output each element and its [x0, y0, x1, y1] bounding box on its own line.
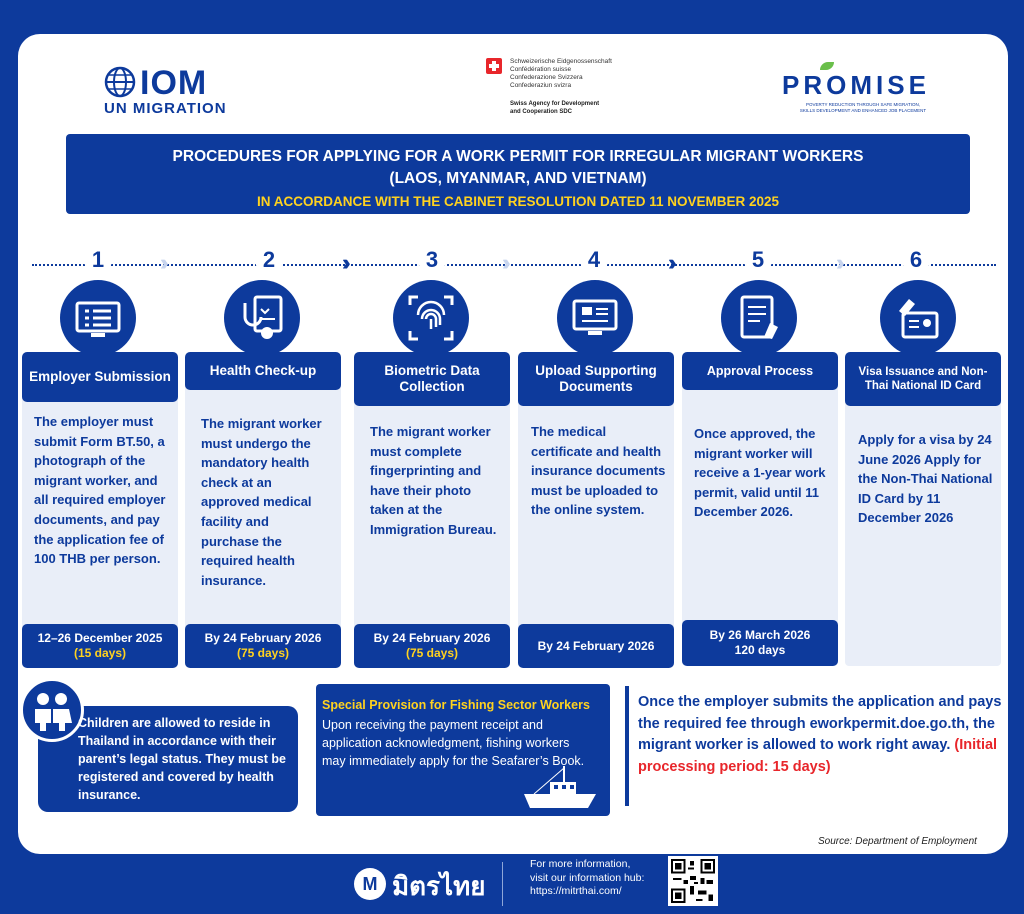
children-note: Children are allowed to reside in Thailand in accordance with their parent’s legal status. They must be registered and covered by health insurance.: [78, 716, 286, 802]
step-label-4: Upload Supporting Documents: [518, 352, 674, 406]
monitor-document-icon: [557, 280, 633, 356]
stethoscope-report-icon: [224, 280, 300, 356]
step-body-4: The medical certificate and health insurance documents must be uploaded to the online system.: [531, 424, 666, 518]
step-label-1: Employer Submission: [22, 352, 178, 402]
mitrthai-logo-icon: M: [354, 868, 386, 900]
step-label-3: Biometric Data Collection: [354, 352, 510, 406]
step-body-5: Once approved, the migrant worker will receive a 1-year work permit, valid until 11 December 2026.: [694, 426, 826, 520]
step-date-5: [682, 620, 838, 666]
leaf-icon: [820, 62, 834, 70]
right-note-text: Once the employer submits the application and pays the required fee through eworkpermit.doe.go.th, the migrant worker is allowed to work right away.: [638, 694, 1002, 753]
step-date-3: [354, 624, 510, 668]
iom-subtitle: UN MIGRATION: [104, 100, 227, 117]
accent-bar: [625, 686, 629, 806]
step-date-text: By 24 February 2026: [204, 631, 322, 645]
step-date-text: 12–26 December 2025: [37, 631, 163, 645]
swiss-names: Schweizerische Eidgenossenschaft Confédération suisse Confederazione Svizzera Confederaziun svizra: [510, 58, 612, 89]
step-number: 1: [84, 246, 112, 274]
source-credit: Source: Department of Employment: [818, 836, 977, 847]
chevron-icon: ››: [342, 250, 345, 275]
step-duration: (15 days): [73, 646, 127, 660]
step-label-6: Visa Issuance and Non-Thai National ID Card: [845, 352, 1001, 406]
processing-period: (Initial processing period: 15 days): [638, 737, 998, 775]
step-date-4: [518, 624, 674, 668]
step-duration: 120 days: [734, 643, 786, 657]
fingerprint-scan-icon: [393, 280, 469, 356]
promise-logo: [782, 62, 942, 114]
step-date-1: [22, 624, 178, 668]
step-duration: (75 days): [405, 646, 459, 660]
title-line-3: IN ACCORDANCE WITH THE CABINET RESOLUTION DATED 11 NOVEMBER 2025: [256, 194, 780, 209]
qr-code-icon[interactable]: [668, 856, 718, 906]
step-label-5: Approval Process: [682, 352, 838, 390]
swiss-flag-icon: [486, 58, 502, 74]
iom-logo: [104, 66, 234, 118]
globe-icon: [104, 66, 136, 98]
step-label-2: Health Check-up: [185, 352, 341, 390]
step-number: 3: [418, 246, 446, 274]
title-line-2: (LAOS, MYANMAR, AND VIETNAM): [389, 170, 647, 187]
step-date-text: By 26 March 2026: [709, 628, 811, 642]
title-line-1: PROCEDURES FOR APPLYING FOR A WORK PERMIT FOR IRREGULAR MIGRANT WORKERS: [172, 148, 864, 165]
info-hub-text: For more information, visit our information hub: https://mitrthai.com/: [530, 858, 645, 897]
children-icon: [20, 678, 84, 742]
right-note: [638, 692, 1018, 778]
brand-name: มิตรไทย: [392, 871, 486, 901]
chevron-icon: ››: [502, 250, 505, 275]
swiss-logo: [486, 58, 636, 120]
step-body-3: The migrant worker must complete fingerprinting and have their photo taken at the Immigration Bureau.: [370, 424, 497, 537]
step-body-1: The employer must submit Form BT.50, a photograph of the migrant worker, and all required employer documents, and pay the application fee of 100 THB per person.: [34, 414, 166, 567]
fishing-heading: Special Provision for Fishing Sector Workers: [322, 698, 590, 712]
step-body-2: The migrant worker must undergo the mandatory health check at an approved medical facility and purchase the required health insurance.: [201, 416, 322, 588]
chevron-icon: ››: [836, 250, 839, 275]
step-date-2: [185, 624, 341, 668]
step-duration: (75 days): [236, 646, 290, 660]
step-date-text: By 24 February 2026: [537, 638, 655, 653]
monitor-checklist-icon: [60, 280, 136, 356]
step-date-text: By 24 February 2026: [373, 631, 491, 645]
iom-name: IOM: [140, 64, 208, 102]
step-number: 5: [744, 246, 772, 274]
promise-tagline: POVERTY REDUCTION THROUGH SAFE MIGRATION, SKILLS DEVELOPMENT AND ENHANCED JOB PLACEMENT: [799, 102, 927, 113]
step-number: 4: [580, 246, 608, 274]
step-number: 2: [255, 246, 283, 274]
chevron-icon: ››: [160, 250, 163, 275]
swiss-agency: Swiss Agency for Development and Cooperation SDC: [510, 101, 600, 115]
step-number: 6: [902, 246, 930, 274]
chevron-icon: ››: [668, 250, 671, 275]
title-banner: [66, 134, 970, 214]
id-card-stamp-icon: [880, 280, 956, 356]
footer-divider: [502, 862, 503, 906]
fishing-boat-icon: [520, 762, 600, 812]
timeline-line: [32, 264, 996, 266]
promise-name: PROMISE: [782, 70, 930, 100]
approval-document-icon: [721, 280, 797, 356]
step-body-6: Apply for a visa by 24 June 2026 Apply for the Non-Thai National ID Card by 11 December 2026: [858, 432, 993, 526]
fishing-text: Upon receiving the payment receipt and application acknowledgment, fishing workers may immediately apply for the Seafarer’s Book.: [322, 718, 585, 769]
